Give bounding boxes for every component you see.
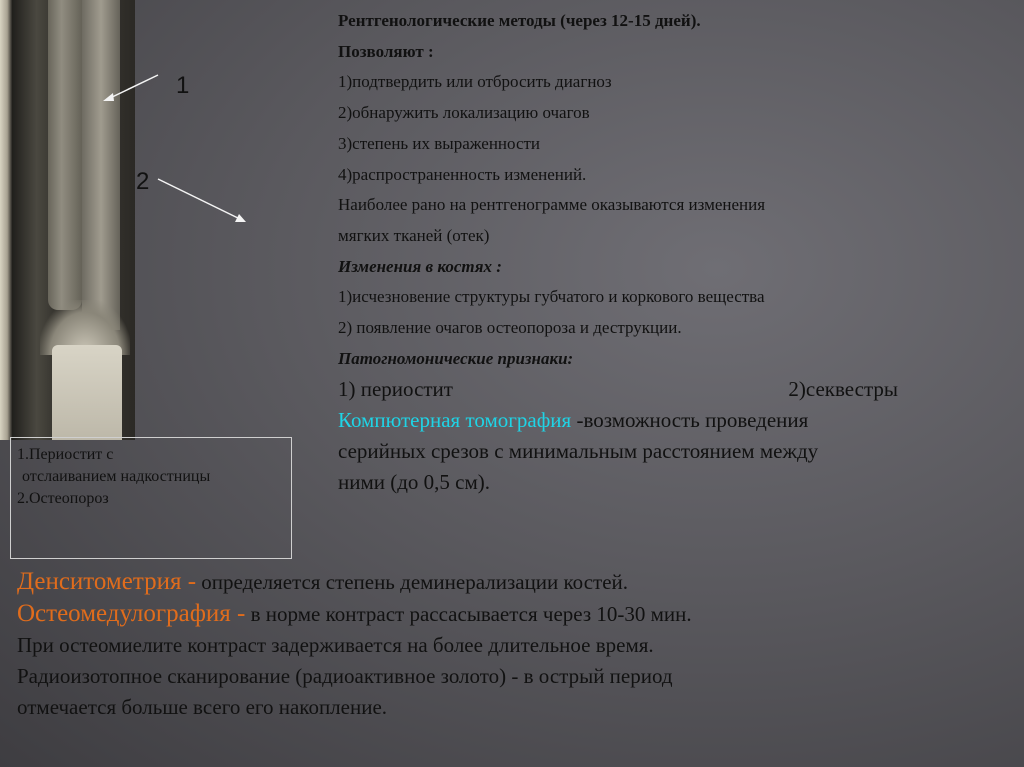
image-caption xyxy=(10,437,292,559)
osteo-text: в норме контраст рассасывается через 10-30 мин. xyxy=(250,602,692,626)
densito-term: Денситометрия - xyxy=(17,568,197,595)
ct-line-3: ними (до 0,5 см). xyxy=(338,470,491,495)
marker-two: 2 xyxy=(136,168,150,195)
xray-heading: Рентгенологические методы (через 12-15 дней). xyxy=(338,11,701,30)
methods-text xyxy=(338,6,1008,498)
osteo-line xyxy=(17,598,1017,630)
bones-item-2: 2) появление очагов остеопороза и деструкции. xyxy=(338,318,682,338)
ct-term: Компютерная томография xyxy=(338,408,572,433)
osteo-line-2: При остеомиелите контраст задерживается на более длительное время. xyxy=(17,633,654,657)
patho-sign-2: 2)секвестры xyxy=(788,377,898,402)
caption-line-1: 1.Периостит с xyxy=(17,446,114,463)
early-changes-line-1: Наиболее рано на рентгенограмме оказываются изменения xyxy=(338,195,766,215)
patho-heading: Патогномонические признаки: xyxy=(338,348,574,368)
xray-item-3: 3)степень их выраженности xyxy=(338,133,541,153)
radio-line-1: Радиоизотопное сканирование (радиоактивное золото) - в острый период xyxy=(17,664,673,688)
caption-line-2: отслаиванием надкостницы xyxy=(22,468,211,485)
xray-item-1: 1)подтвердить или отбросить диагноз xyxy=(338,72,612,92)
ct-line-2: серийных срезов с минимальным расстоянием между xyxy=(338,439,819,464)
ct-line-1 xyxy=(338,405,1008,436)
patho-sign-1: 1) периостит xyxy=(338,377,453,402)
pointer-arrows xyxy=(0,0,300,260)
xray-item-4: 4)распространенность изменений. xyxy=(338,164,587,184)
densito-line xyxy=(17,566,1017,598)
osteo-term: Остеомедулография - xyxy=(17,600,246,627)
caption-line-3: 2.Остеопороз xyxy=(17,490,109,507)
allow-heading: Позволяют : xyxy=(338,41,434,61)
bones-item-1: 1)исчезновение структуры губчатого и коркового вещества xyxy=(338,287,765,307)
densito-text: определяется степень деминерализации костей. xyxy=(201,570,628,594)
radio-line-2: отмечается больше всего его накопление. xyxy=(17,695,388,719)
additional-methods xyxy=(17,566,1017,723)
ct-text-1: -возможность проведения xyxy=(576,408,809,433)
xray-item-2: 2)обнаружить локализацию очагов xyxy=(338,103,590,123)
early-changes-line-2: мягких тканей (отек) xyxy=(338,225,490,245)
patho-signs xyxy=(338,374,898,405)
marker-one: 1 xyxy=(176,72,190,99)
bones-heading: Изменения в костях : xyxy=(338,256,502,276)
